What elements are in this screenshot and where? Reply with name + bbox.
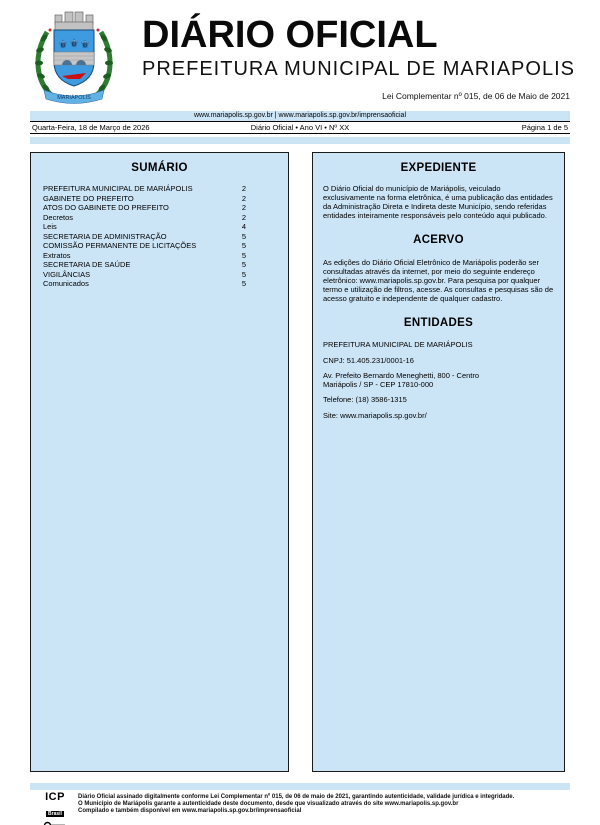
svg-text:⚜: ⚜ [58, 38, 68, 51]
entity-address-line1: Av. Prefeito Bernardo Meneghetti, 800 - Centro [323, 371, 480, 380]
footer-line-3: Compilado e também disponível em www.mariapolis.sp.gov.br/imprensaoficial [78, 808, 302, 814]
summary-page-number: 4 [241, 222, 246, 231]
summary-page-number: 2 [241, 203, 246, 212]
summary-page-number: 5 [241, 279, 246, 288]
summary-page-number: 5 [241, 269, 246, 279]
summary-page-number: 2 [241, 212, 246, 222]
summary-list [43, 184, 276, 289]
law-reference: Lei Complementar nº 015, de 06 de Maio de 2021 [382, 91, 570, 101]
summary-item: GABINETE DO PREFEITO 2 [43, 193, 246, 203]
icp-brasil-text: Brasil [48, 811, 62, 817]
summary-page-number: 5 [241, 231, 246, 241]
summary-panel [30, 152, 289, 772]
acervo-body: As edições do Diário Oficial Eletrônico de Mariápolis poderão ser consultadas através da internet, por meio do seguinte endereço eletrônico: www.mariapolis.sp.gov.br. Para pesquisa por qualquer termo e utilização de filtros, acesse. As consultas e pesquisas são de acesso gratuito e independente de qualquer cadastro. [323, 258, 554, 303]
edition-info-bar [30, 121, 570, 134]
summary-item: SECRETARIA DE SAÚDE 5 [43, 260, 246, 269]
coat-of-arms-icon [30, 6, 118, 106]
entity-phone: Telefone: (18) 3586-1315 [323, 395, 407, 404]
summary-item: Leis 4 [43, 222, 246, 231]
svg-text:⚜: ⚜ [69, 37, 79, 50]
page-subtitle: PREFEITURA MUNICIPAL DE MARIAPOLIS [142, 57, 575, 80]
summary-item: Decretos 2 [43, 212, 246, 222]
acervo-title: ACERVO [413, 234, 464, 246]
edition-date: Quarta-Feira, 18 de Março de 2026 [32, 123, 150, 132]
page-indicator: Página 1 de 5 [521, 123, 568, 132]
summary-title: SUMÁRIO [131, 162, 188, 174]
entity-cnpj: CNPJ: 51.405.231/0001-16 [323, 355, 414, 365]
icp-text: ICP [45, 791, 65, 803]
entity-address-line2: Mariápolis / SP - CEP 17810-000 [323, 379, 434, 389]
footer-line-2: O Município de Mariápolis garante a autenticidade deste documento, desde que visualizado através do site www.mariapolis.sp.gov.br [78, 801, 459, 807]
footer-line-1: Diário Oficial assinado digitalmente conforme Lei Complementar nº 015, de 06 de maio de 2021, garantindo autenticidade, validade jurídica e integridade. [78, 794, 515, 800]
header-divider-bar [30, 137, 570, 144]
urls-bar: www.mariapolis.sp.gov.br | www.mariapolis.sp.gov.br/imprensaoficial [30, 111, 570, 121]
svg-text:⚜: ⚜ [80, 38, 90, 51]
entity-name: PREFEITURA MUNICIPAL DE MARIÁPOLIS [323, 340, 473, 349]
edition-number: Diário Oficial • Ano VI • Nº XX [250, 123, 350, 132]
summary-page-number: 5 [241, 250, 246, 260]
entidades-title: ENTIDADES [403, 317, 474, 329]
summary-page-number: 2 [241, 184, 246, 193]
crest-banner-text: MARIÁPOLIS [57, 95, 91, 101]
expediente-panel [312, 152, 565, 772]
page-title: DIÁRIO OFICIAL [142, 14, 438, 56]
summary-item: SECRETARIA DE ADMINISTRAÇÃO 5 [43, 231, 246, 241]
expediente-body: O Diário Oficial do município de Mariápolis, veiculado exclusivamente na forma eletrônica, é uma publicação das entidades da Administração Direta e Indireta deste Município, sendo referidas entidades inteiramente responsáveis pelo conteúdo aqui publicado. [323, 184, 553, 220]
summary-page-number: 5 [241, 241, 246, 250]
entity-site: Site: www.mariapolis.sp.gov.br/ [323, 410, 427, 420]
summary-item: VIGILÂNCIAS 5 [43, 269, 246, 279]
summary-item: COMISSÃO PERMANENTE DE LICITAÇÕES 5 [43, 241, 246, 250]
key-icon [43, 821, 67, 825]
summary-item: ATOS DO GABINETE DO PREFEITO 2 [43, 203, 246, 212]
footer-legal-text [78, 794, 558, 815]
expediente-title: EXPEDIENTE [400, 162, 477, 174]
summary-page-number: 5 [241, 260, 246, 269]
summary-item: Comunicados 5 [43, 279, 246, 288]
summary-page-number: 2 [241, 193, 246, 203]
icp-brasil-logo [38, 792, 72, 825]
footer-divider-bar [30, 783, 570, 790]
summary-item: PREFEITURA MUNICIPAL DE MARIÁPOLIS 2 [43, 184, 246, 193]
summary-item: Extratos 5 [43, 250, 246, 260]
